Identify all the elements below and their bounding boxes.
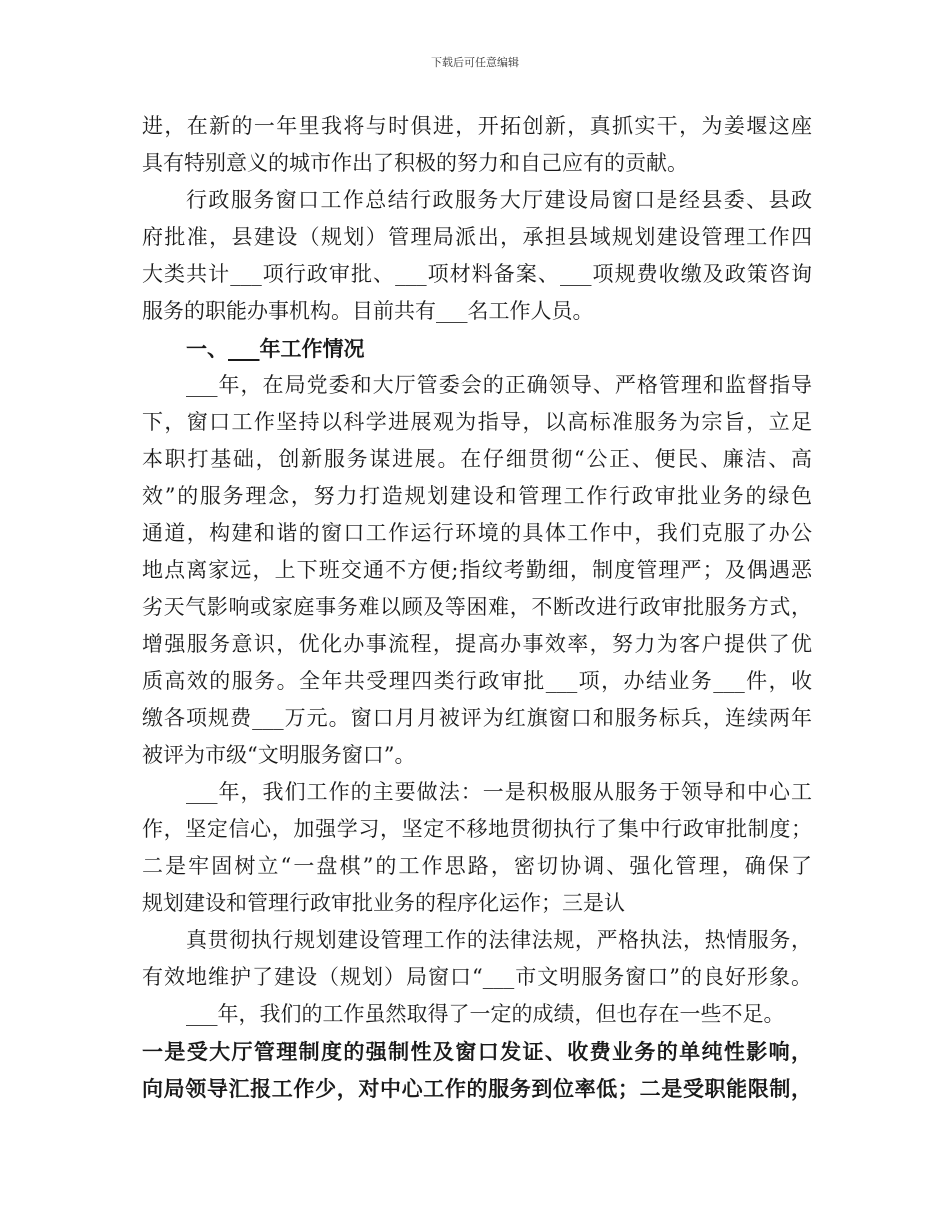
document-body [142, 108, 812, 1107]
text-line-1: 进，在新的一年里我将与时俱进，开拓创新，真抓实干，为姜堰这座 [142, 114, 812, 138]
text-line-14: 劣天气影响或家庭事务难以顾及等困难，不断改进行政审批服务方式， [142, 595, 812, 619]
text-line-16: 质高效的服务。全年共受理四类行政审批___项，办结业务___件，收 [142, 669, 812, 693]
text-line-21: 二是牢固树立“一盘棋”的工作思路，密切协调、强化管理，确保了 [142, 854, 812, 878]
text-line-15: 增强服务意识，优化办事流程，提高办事效率，努力为客户提供了优 [142, 632, 812, 656]
text-line-20: 作，坚定信心，加强学习，坚定不移地贯彻执行了集中行政审批制度； [142, 817, 812, 841]
text-line-19: ___年，我们工作的主要做法：一是积极服从服务于领导和中心工 [186, 780, 812, 804]
text-line-3: 行政服务窗口工作总结行政服务大厅建设局窗口是经县委、县政 [186, 188, 812, 212]
text-line-17: 缴各项规费___万元。窗口月月被评为红旗窗口和服务标兵，连续两年 [142, 706, 812, 730]
text-line-4: 府批准，县建设（规划）管理局派出，承担县域规划建设管理工作四 [142, 225, 812, 249]
text-line-18: 被评为市级“文明服务窗口”。 [142, 743, 416, 767]
text-line-27: 向局领导汇报工作少，对中心工作的服务到位率低；二是受职能限制， [142, 1076, 812, 1101]
text-line-26: 一是受大厅管理制度的强制性及窗口发证、收费业务的单纯性影响， [142, 1039, 812, 1064]
text-line-10: 本职打基础，创新服务谋进展。在仔细贯彻“公正、便民、廉洁、高 [142, 447, 812, 471]
text-line-12: 通道，构建和谐的窗口工作运行环境的具体工作中，我们克服了办公 [142, 521, 812, 545]
section-heading: 一、___年工作情况 [186, 336, 365, 361]
text-line-8: ___年，在局党委和大厅管委会的正确领导、严格管理和监督指导 [186, 373, 812, 397]
text-line-2: 具有特别意义的城市作出了积极的努力和自己应有的贡献。 [142, 151, 688, 175]
text-line-22: 规划建设和管理行政审批业务的程序化运作；三是认 [142, 891, 625, 915]
text-line-25: ___年，我们的工作虽然取得了一定的成绩，但也存在一些不足。 [186, 1002, 785, 1026]
text-line-6: 服务的职能办事机构。目前共有___名工作人员。 [142, 299, 594, 323]
text-line-13: 地点离家远，上下班交通不方便;指纹考勤细，制度管理严；及偶遇恶 [142, 558, 812, 582]
text-line-5: 大类共计___项行政审批、___项材料备案、___项规费收缴及政策咨询 [142, 262, 812, 286]
text-line-11: 效”的服务理念，努力打造规划建设和管理工作行政审批业务的绿色 [142, 484, 812, 508]
text-line-23: 真贯彻执行规划建设管理工作的法律法规，严格执法，热情服务， [186, 928, 812, 952]
text-line-9: 下，窗口工作坚持以科学进展观为指导，以高标准服务为宗旨，立足 [142, 410, 812, 434]
page-header: 下载后可任意编辑 [431, 56, 519, 69]
text-line-24: 有效地维护了建设（规划）局窗口“___市文明服务窗口”的良好形象。 [142, 965, 812, 989]
